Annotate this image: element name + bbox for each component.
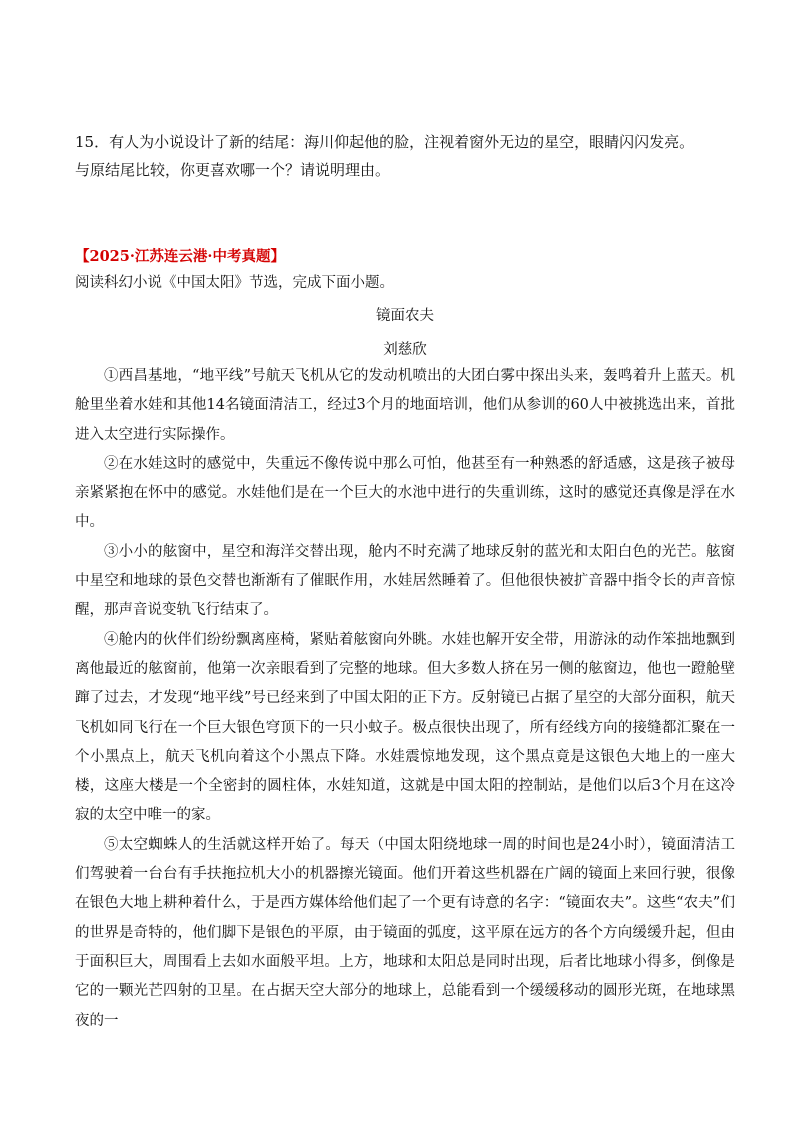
- passage-author: 刘慈欣: [383, 342, 427, 358]
- paragraph-5: ⑤太空蜘蛛人的生活就这样开始了。每天（中国太阳绕地球一周的时间也是24小时），镜面清洁工们驾驶着一台台有手扶拖拉机大小的机器擦光镜面。他们开着这些机器在广阔的镜面上来回行驶，很像在银色大地上耕种着什么，于是西方媒体给他们起了一个更有诗意的名字：“镜面农夫”。这些“农夫”们的世界是奇特的，他们脚下是银色的平原，由于镜面的弧度，这平原在远方的各个方向缓缓升起，但由于面积巨大，周围看上去如水面般平坦。上方，地球和太阳总是同时出现，后者比地球小得多，倒像是它的一颗光芒四射的卫星。在占据天空大部分的地球上，总能看到一个缓缓移动的圆形光斑，在地球黑夜的一: [75, 836, 735, 1029]
- question-prompt: 与原结尾比较，你更喜欢哪一个？请说明理由。: [75, 161, 391, 179]
- source-block: [75, 244, 735, 296]
- paragraph-3: ③小小的舷窗中，星空和海洋交替出现，舱内不时充满了地球反射的蓝光和太阳白色的光芒。舷窗中星空和地球的景色交替也渐渐有了催眠作用，水娃居然睡着了。但他很快被扩音器中指令长的声音惊醒，那声音说变轨飞行结束了。: [75, 543, 735, 619]
- paragraph-2: ②在水娃这时的感觉中，失重远不像传说中那么可怕，他甚至有一种熟悉的舒适感，这是孩子被母亲紧紧抱在怀中的感觉。水娃他们是在一个巨大的水池中进行的失重训练，这时的感觉还真像是浮在水中。: [75, 455, 735, 531]
- paragraph-1: ①西昌基地，“地平线”号航天飞机从它的发动机喷出的大团白雾中探出头来，轰鸣着升上蓝天。机舱里坐着水娃和其他14名镜面清洁工，经过3个月的地面培训，他们从参训的60人中被挑选出来，首批进入太空进行实际操作。: [75, 368, 735, 443]
- reading-instruction: 阅读科幻小说《中国太阳》节选，完成下面小题。: [75, 275, 394, 291]
- question-15: [75, 128, 735, 184]
- passage-title: 镜面农夫: [376, 308, 434, 324]
- paragraph-4: ④舱内的伙伴们纷纷飘离座椅，紧贴着舷窗向外眺。水娃也解开安全带，用游泳的动作笨拙地飘到离他最近的舷窗前，他第一次亲眼看到了完整的地球。但大多数人挤在另一侧的舷窗边，他也一蹬舱壁蹿了过去，才发现“地平线”号已经来到了中国太阳的正下方。反射镜已占据了星空的大部分面积，航天飞机如同飞行在一个巨大银色穹顶下的一只小蚊子。极点很快出现了，所有经线方向的接缝都汇聚在一个小黑点上，航天飞机向着这个小黑点下降。水娃震惊地发现，这个黑点竟是这银色大地上的一座大楼，这座大楼是一个全密封的圆柱体，水娃知道，这就是中国太阳的控制站，是他们以后3个月在这冷寂的太空中唯一的家。: [75, 631, 735, 824]
- passage-body: [75, 362, 735, 1036]
- exam-source-tag: 【2025·江苏连云港·中考真题】: [75, 248, 285, 265]
- question-text: 15．有人为小说设计了新的结尾：海川仰起他的脸，注视着窗外无边的星空，眼睛闪闪发亮。: [75, 133, 695, 151]
